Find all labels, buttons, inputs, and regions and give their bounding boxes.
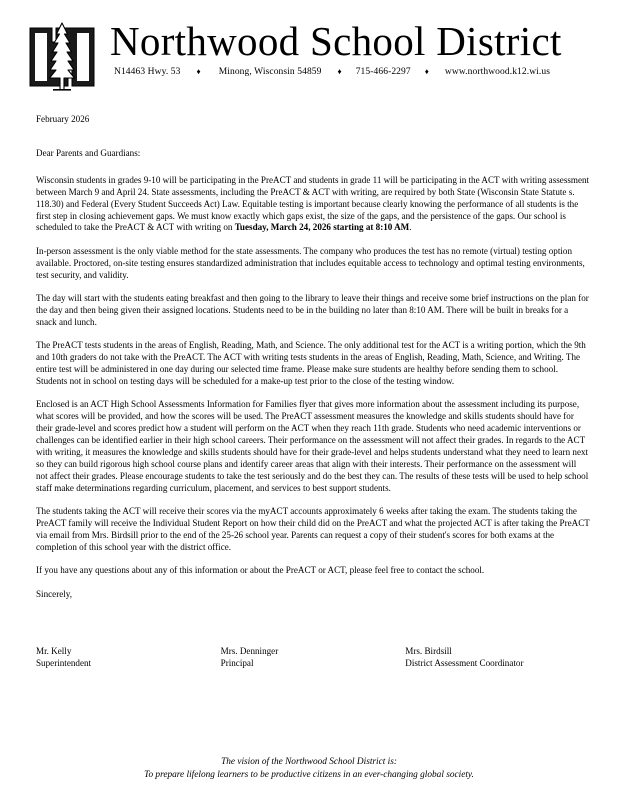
letterhead xyxy=(0,0,618,94)
northwood-n-pinetree-logo-icon xyxy=(26,20,98,94)
signer-name: Mrs. Denninger xyxy=(220,645,279,656)
paragraph-test-day-schedule: The day will start with the students eating breakfast and then going to the library to leave their things and receive some brief instructions on the plan for the day and then being given their assigned locations. Students need to be in the building no later than 8:10 AM. There will be built in breaks for a snack and lunch. xyxy=(36,293,589,327)
address-city-state-zip: Minong, Wisconsin 54859 xyxy=(218,67,322,77)
diamond-separator-icon: ♦ xyxy=(424,67,429,76)
signer-name: Mrs. Birdsill xyxy=(405,645,452,656)
paragraph-testing-schedule-text-a: Wisconsin students in grades 9-10 will be participating in the PreACT and students in grade 11 will be participating in the ACT with writing assessment between March 9 and April 24. State assessments, including the PreACT & ACT with writing, are required by both State (Wisconsin State Statute s. 118.30) and Federal (Every Student Succeeds Act) Law. Equitable testing is important because clearly knowing the performance of all students is the first step in closing achievement gaps. We must know exactly which gaps exist, the size of the gaps, and the persistence of the gaps. Our school is scheduled to take the PreACT & ACT with writing on xyxy=(36,174,590,233)
diamond-separator-icon: ♦ xyxy=(196,67,201,76)
letterhead-text xyxy=(98,16,600,77)
test-date-emphasis: Tuesday, March 24, 2026 starting at 8:10 AM xyxy=(234,222,410,233)
paragraph-score-reporting: The students taking the ACT will receive their scores via the myACT accounts approximately 6 weeks after taking the exam. The students taking the PreACT family will receive the Individual Student Report on how their child did on the PreACT and what the projected ACT is after taking the PreACT via email from Mrs. Birdsill prior to the end of the 25-26 school year. Parents can request a copy of their student's scores for both exams at the completion of this school year with the district office. xyxy=(36,506,590,552)
vision-statement-line-1: The vision of the Northwood School District is: xyxy=(221,757,397,767)
letter-closing: Sincerely, xyxy=(36,588,73,599)
letter-date: February 2026 xyxy=(36,114,90,124)
paragraph-test-subjects: The PreACT tests students in the areas of English, Reading, Math, and Science. The only additional test for the ACT is a writing portion, which the 9th and 10th graders do not take with the PreACT. The ACT with writing tests students in the areas of English, Reading, Math, Science, and Writing. The entire test will be administered in one day during our selected time frame. Please make sure students are healthy before sending them to school. Students not in school on testing days will be scheduled for a make-up test prior to the close of the testing window. xyxy=(36,340,586,386)
signer-title: Principal xyxy=(220,657,254,668)
signer-title: District Assessment Coordinator xyxy=(405,657,524,668)
paragraph-testing-schedule-text-c: . xyxy=(409,222,412,233)
paragraph-questions-contact: If you have any questions about any of this information or about the PreACT or ACT, please feel free to contact the school. xyxy=(36,565,485,576)
address-phone: 715-466-2297 xyxy=(355,67,411,77)
address-street: N14463 Hwy. 53 xyxy=(114,67,181,77)
vision-statement-footer xyxy=(0,756,618,782)
signature-assessment-coordinator xyxy=(405,646,590,670)
address-line xyxy=(110,67,600,77)
signer-name: Mr. Kelly xyxy=(36,645,72,656)
paragraph-testing-schedule xyxy=(36,175,590,235)
letter-salutation: Dear Parents and Guardians: xyxy=(36,147,141,158)
paragraph-enclosed-flyer: Enclosed is an ACT High School Assessments Information for Families flyer that gives more information about the assessment including its purpose, what scores will be provided, and how the scores will be used. The PreACT assessment measures the knowledge and skills students should have for their grade-level and scores predict how a student will perform on the ACT when they reach 11th grade. Students who need academic interventions or challenges can be identified earlier in their high school careers. Their performance on the assessment will not affect their grades. In regards to the ACT with writing, it measures the knowledge and skills students should have for their grade-level and helps students understand what they need to learn next so they can build rigorous high school course plans and identify career areas that align with their interests. Their performance on the assessment will not affect their grades. Please encourage students to take the test seriously and do the best they can. The results of these tests will be used to help school staff make determinations regarding curriculum, placement, and services to best support students. xyxy=(36,399,589,493)
signature-principal xyxy=(221,646,406,670)
page-title: Northwood School District xyxy=(110,18,562,64)
vision-statement-line-2: To prepare lifelong learners to be productive citizens in an ever-changing global society. xyxy=(144,770,474,780)
signature-block xyxy=(0,646,618,670)
signer-title: Superintendent xyxy=(36,657,92,668)
paragraph-in-person-assessment: In-person assessment is the only viable method for the state assessments. The company who produces the test has no remote (virtual) testing option available. Proctored, on-site testing ensures standardized administration that includes equitable access to technology and optimal testing environments, test security, and validity. xyxy=(36,245,585,280)
signature-superintendent xyxy=(36,646,221,670)
address-website: www.northwood.k12.wi.us xyxy=(444,67,551,77)
letter-body xyxy=(0,114,618,601)
diamond-separator-icon: ♦ xyxy=(337,67,342,76)
